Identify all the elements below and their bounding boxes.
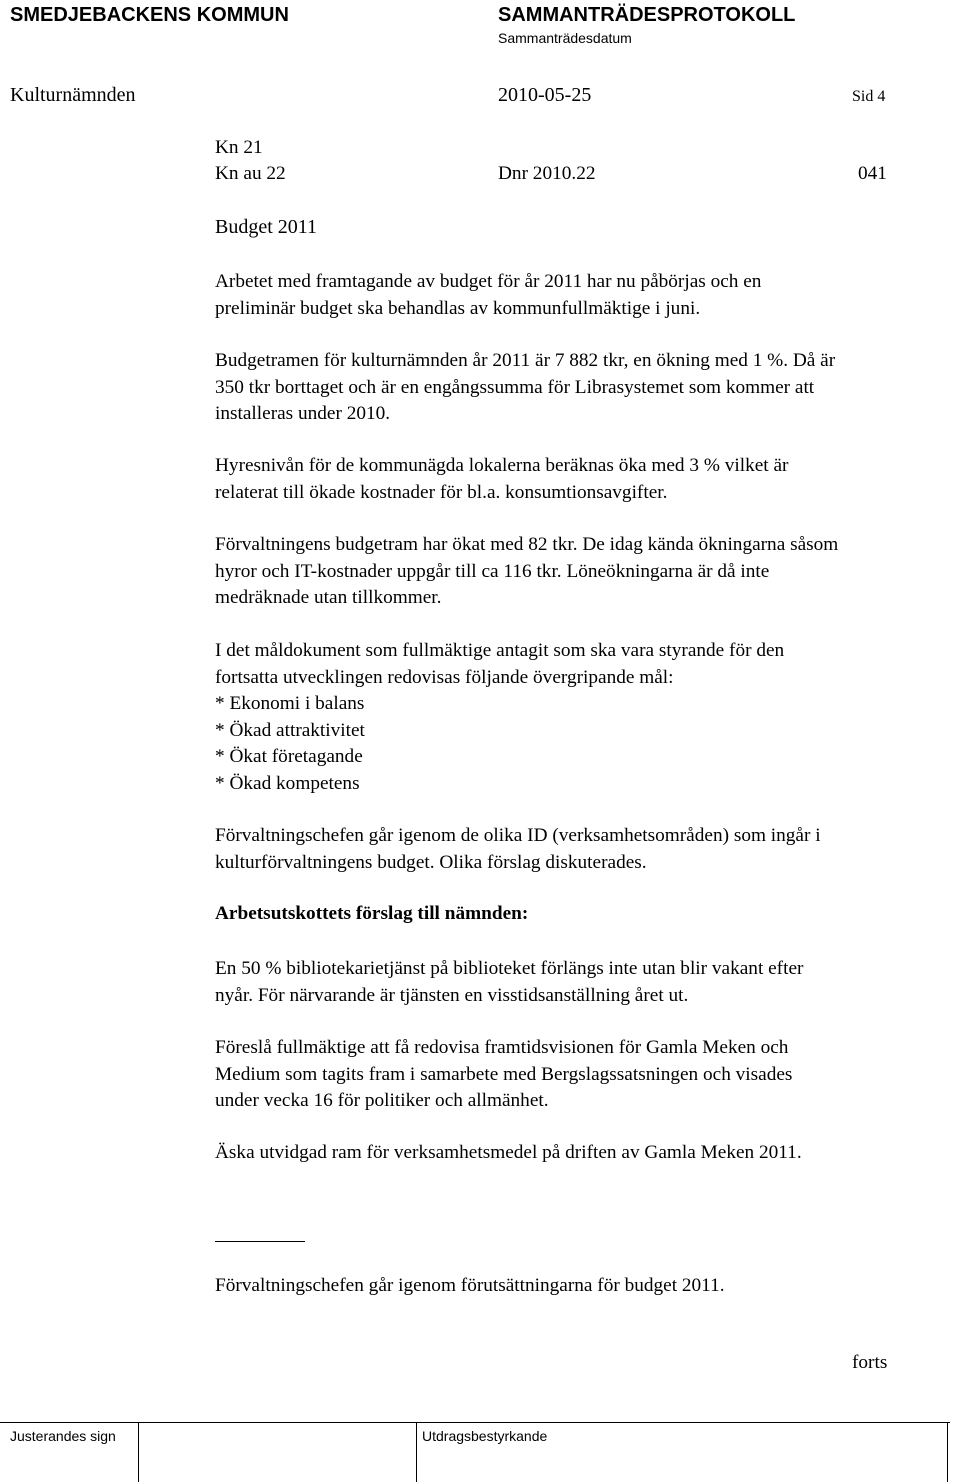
paragraph-2: Budgetramen för kulturnämnden år 2011 är 7 882 tkr, en ökning med 1 %. Då är 350 tkr borttaget och är en engångssumma för Librasystemet som kommer att installeras under 2010.	[215, 350, 836, 424]
proposal-a: En 50 % bibliotekarietjänst på biblioteket förlängs inte utan blir vakant efter nyår. För närvarande är tjänsten en visstidsanställning året ut.	[215, 958, 804, 1006]
committee-name: Kulturnämnden	[10, 84, 136, 106]
proposal-heading: Arbetsutskottets förslag till nämnden:	[215, 903, 529, 924]
extract-label: Utdragsbestyrkande	[422, 1428, 548, 1444]
ref-code: 041	[858, 163, 887, 184]
separator-line	[215, 1241, 305, 1242]
footer-divider-2	[416, 1422, 417, 1482]
ref-dnr: Dnr 2010.22	[498, 163, 596, 184]
ref-kn: Kn 21	[215, 137, 263, 158]
date-label: Sammanträdesdatum	[498, 30, 632, 46]
paragraph-6: Förvaltningschefen går igenom de olika ID (verksamhetsområden) som ingår i kulturförvaltningens budget. Olika förslag diskuterades.	[215, 825, 821, 873]
paragraph-3: Hyresnivån för de kommunägda lokalerna beräknas öka med 3 % vilket är relaterat till ökade kostnader för bl.a. konsumtionsavgifter.	[215, 455, 789, 503]
page-number: Sid 4	[852, 88, 886, 105]
footer-divider-3	[947, 1422, 948, 1482]
sign-label: Justerandes sign	[10, 1428, 116, 1444]
ref-kn-au: Kn au 22	[215, 163, 286, 184]
footer-rule	[0, 1422, 950, 1423]
proposal-c: Äska utvidgad ram för verksamhetsmedel på driften av Gamla Meken 2011.	[215, 1142, 802, 1163]
paragraph-1: Arbetet med framtagande av budget för år 2011 har nu påbörjas och en preliminär budget ska behandlas av kommunfullmäktige i juni.	[215, 271, 762, 319]
meeting-date: 2010-05-25	[498, 84, 592, 106]
paragraph-4: Förvaltningens budgetram har ökat med 82 tkr. De idag kända ökningarna såsom hyror och IT-kostnader uppgår till ca 116 tkr. Löneökningarna är då inte medräknade utan tillkommer.	[215, 534, 839, 608]
municipality-name: SMEDJEBACKENS KOMMUN	[10, 4, 289, 26]
paragraph-5-goals: I det måldokument som fullmäktige antagit som ska vara styrande för den fortsatta utvecklingen redovisas följande övergripande mål: * Ekonomi i balans * Ökad attraktivitet * Ökat företagande * Ökad kompetens	[215, 640, 785, 794]
closing-paragraph: Förvaltningschefen går igenom förutsättningarna för budget 2011.	[215, 1275, 725, 1296]
proposal-b: Föreslå fullmäktige att få redovisa framtidsvisionen för Gamla Meken och Medium som tagits fram i samarbete med Bergslagssatsningen och visades under vecka 16 för politiker och allmänhet.	[215, 1037, 793, 1111]
document-type: SAMMANTRÄDESPROTOKOLL	[498, 4, 796, 26]
continued-marker: forts	[852, 1352, 888, 1373]
footer-divider-1	[138, 1422, 139, 1482]
section-title: Budget 2011	[215, 216, 318, 238]
